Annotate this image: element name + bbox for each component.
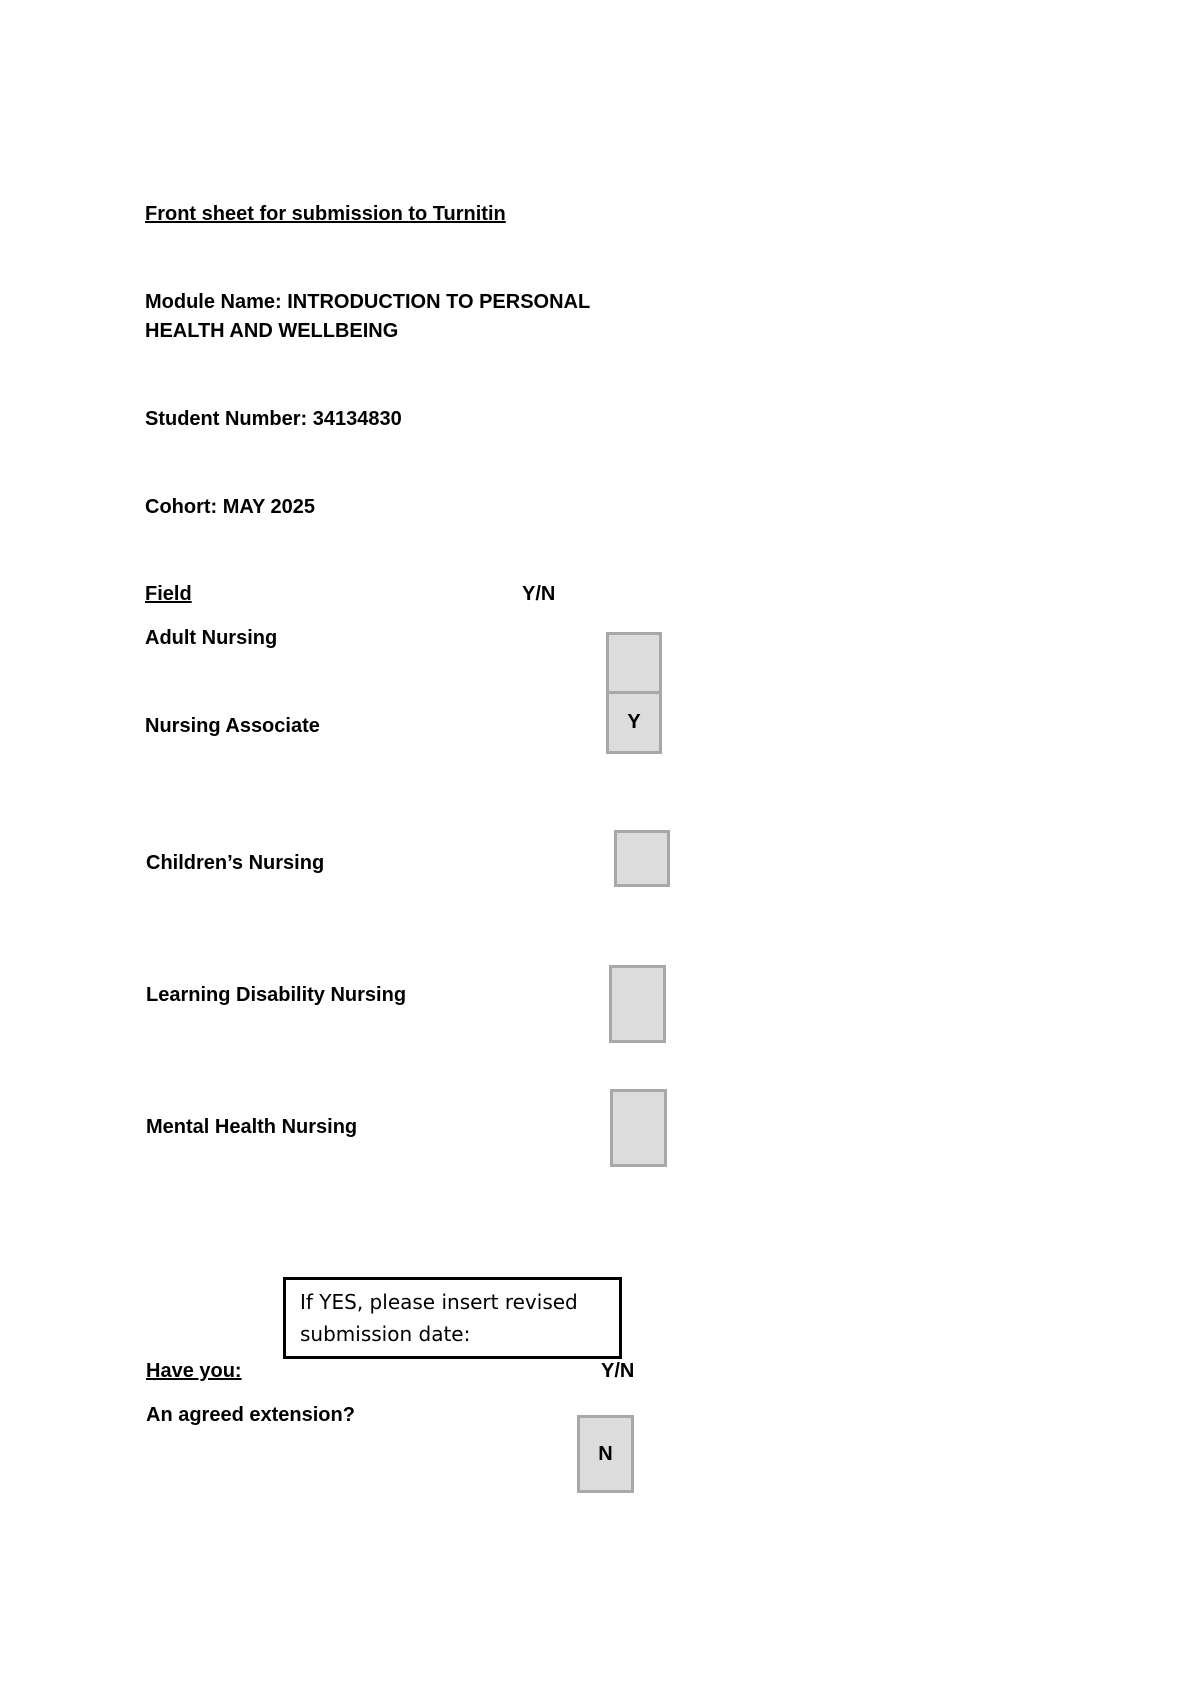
- field-option-mental-health-nursing: Mental Health Nursing: [146, 1116, 358, 1138]
- field-option-childrens-nursing: Children’s Nursing: [146, 852, 325, 874]
- cohort: Cohort: MAY 2025: [145, 496, 316, 518]
- field-option-learning-disability-nursing: Learning Disability Nursing: [146, 984, 407, 1006]
- module-name-line-1: Module Name: INTRODUCTION TO PERSONAL: [145, 291, 591, 313]
- agreed-extension-checkbox[interactable]: N: [577, 1415, 634, 1493]
- agreed-extension-question: An agreed extension?: [146, 1404, 355, 1426]
- have-you-heading: Have you:: [146, 1360, 242, 1382]
- have-you-yn-label: Y/N: [601, 1360, 635, 1382]
- mental-health-nursing-checkbox[interactable]: [610, 1089, 667, 1167]
- field-heading: Field: [145, 583, 192, 605]
- field-option-adult-nursing: Adult Nursing: [145, 627, 278, 649]
- extension-date-note[interactable]: [283, 1277, 622, 1359]
- field-yn-label: Y/N: [522, 583, 556, 605]
- extension-note-line-2: submission date:: [300, 1322, 471, 1346]
- page-title: Front sheet for submission to Turnitin: [145, 203, 506, 225]
- adult-nursing-checkbox[interactable]: [606, 632, 662, 694]
- childrens-nursing-checkbox[interactable]: [614, 830, 670, 887]
- module-name-line-2: HEALTH AND WELLBEING: [145, 320, 399, 342]
- field-option-nursing-associate: Nursing Associate: [145, 715, 320, 737]
- student-number: Student Number: 34134830: [145, 408, 402, 430]
- learning-disability-nursing-checkbox[interactable]: [609, 965, 666, 1043]
- extension-note-line-1: If YES, please insert revised: [300, 1290, 578, 1314]
- nursing-associate-checkbox[interactable]: Y: [606, 691, 662, 754]
